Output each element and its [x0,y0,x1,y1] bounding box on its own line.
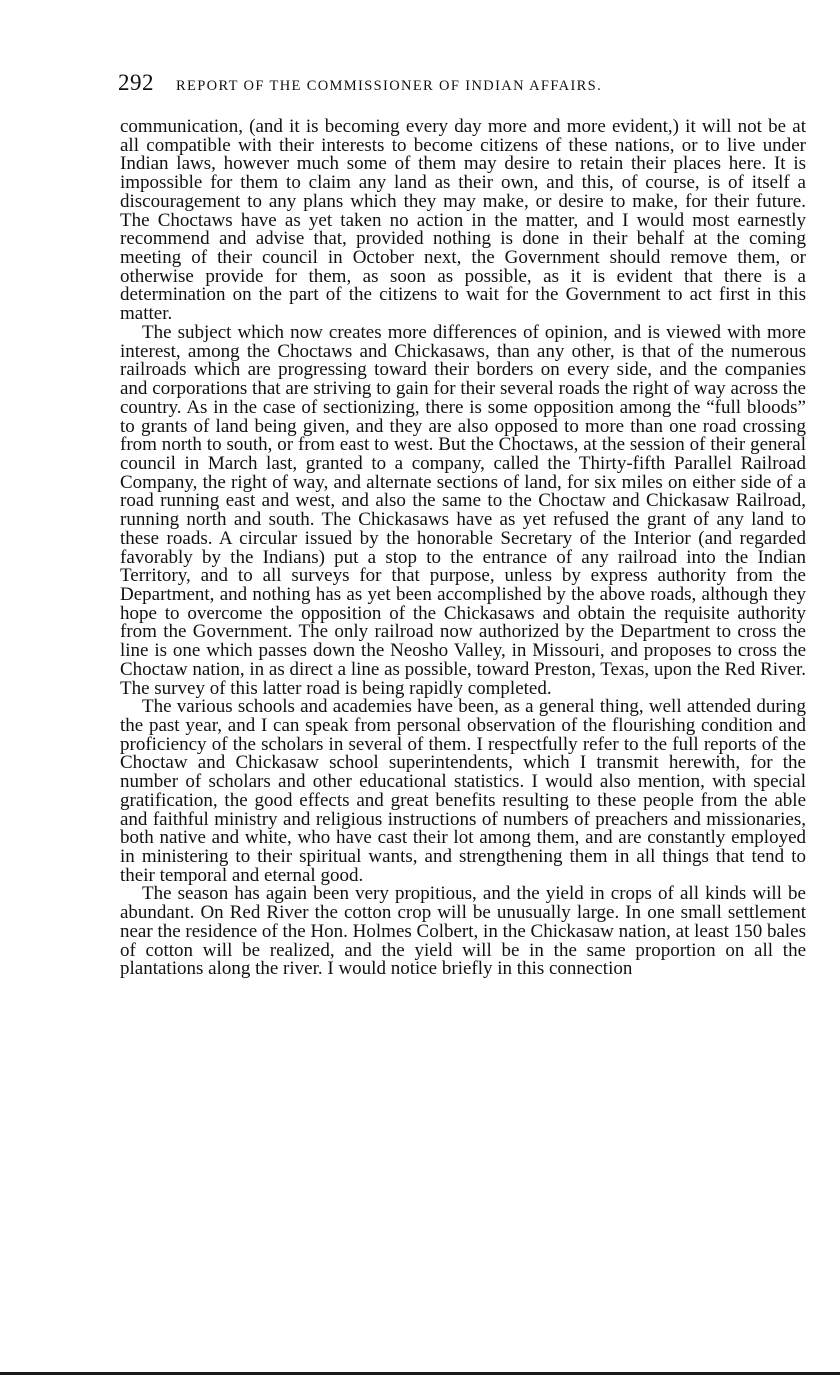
page-number: 292 [118,70,154,95]
paragraph-2: The subject which now creates more differences of opinion, and is viewed with more interest, among the Choctaws and Chickasaws, than any other, is that of the numerous railroads which are progressing toward their borders on every side, and the companies and corporations that are striving to gain for their several roads the right of way across the country. As in the case of sectionizing, there is some opposition among the “full bloods” to grants of land being given, and they are also opposed to more than one road crossing from north to south, or from east to west. But the Choctaws, at the session of their general council in March last, granted to a company, called the Thirty-fifth Parallel Railroad Company, the right of way, and alternate sections of land, for six miles on either side of a road running east and west, and also the same to the Choctaw and Chickasaw Railroad, running north and south. The Chickasaws have as yet refused the grant of any land to these roads. A circular issued by the honorable Secretary of the Interior (and regarded favorably by the Indians) put a stop to the entrance of any railroad into the Indian Territory, and to all surveys for that purpose, unless by express authority from the Department, and nothing has as yet been accomplished by the above roads, although they hope to overcome the opposition of the Chickasaws and obtain the requisite authority from the Government. The only railroad now authorized by the Department to cross the line is one which passes down the Neosho Valley, in Missouri, and proposes to cross the Choctaw nation, in as direct a line as possible, toward Preston, Texas, upon the Red River. The survey of this latter road is being rapidly completed. [120,321,806,699]
bottom-edge-rule [0,1372,840,1375]
paragraph-4: The season has again been very propitious, and the yield in crops of all kinds will be abundant. On Red River the cotton crop will be unusually large. In one small settlement near the residence of the Hon. Holmes Colbert, in the Chickasaw nation, at least 150 bales of cotton will be realized, and the yield will be in the same proportion on all the plantations along the river. I would notice briefly in this connection [120,883,806,980]
paragraph-1: communication, (and it is becoming every day more and more evident,) it will not be at all compatible with their interests to become citizens of these nations, or to live under Indian laws, however much some of them may desire to retain their places here. It is impossible for them to claim any land as their own, and this, of course, is of itself a discouragement to any plans which they may make, or desire to make, for their future. The Choctaws have as yet taken no action in the matter, and I would most earnestly recommend and advise that, provided nothing is done in their behalf at the coming meeting of their council in October next, the Government should remove them, or otherwise provide for them, as soon as possible, as it is evident that there is a determination on the part of the citizens to wait for the Government to act first in this matter. [120,116,806,325]
running-title: REPORT OF THE COMMISSIONER OF INDIAN AFFAIRS. [176,78,603,94]
paragraph-3: The various schools and academies have been, as a general thing, well attended during the past year, and I can speak from personal observation of the flourishing condition and proficiency of the scholars in several of them. I respectfully refer to the full reports of the Choctaw and Chickasaw school superintendents, which I transmit herewith, for the number of scholars and other educational statistics. I would also mention, with special gratification, the good effects and great benefits resulting to these people from the able and faithful ministry and religious instructions of numbers of preachers and missionaries, both native and white, who have cast their lot among them, and are constantly employed in ministering to their spiritual wants, and strengthening them in all things that tend to their temporal and eternal good. [120,696,806,886]
page-header [118,70,808,100]
body-text [120,118,806,979]
